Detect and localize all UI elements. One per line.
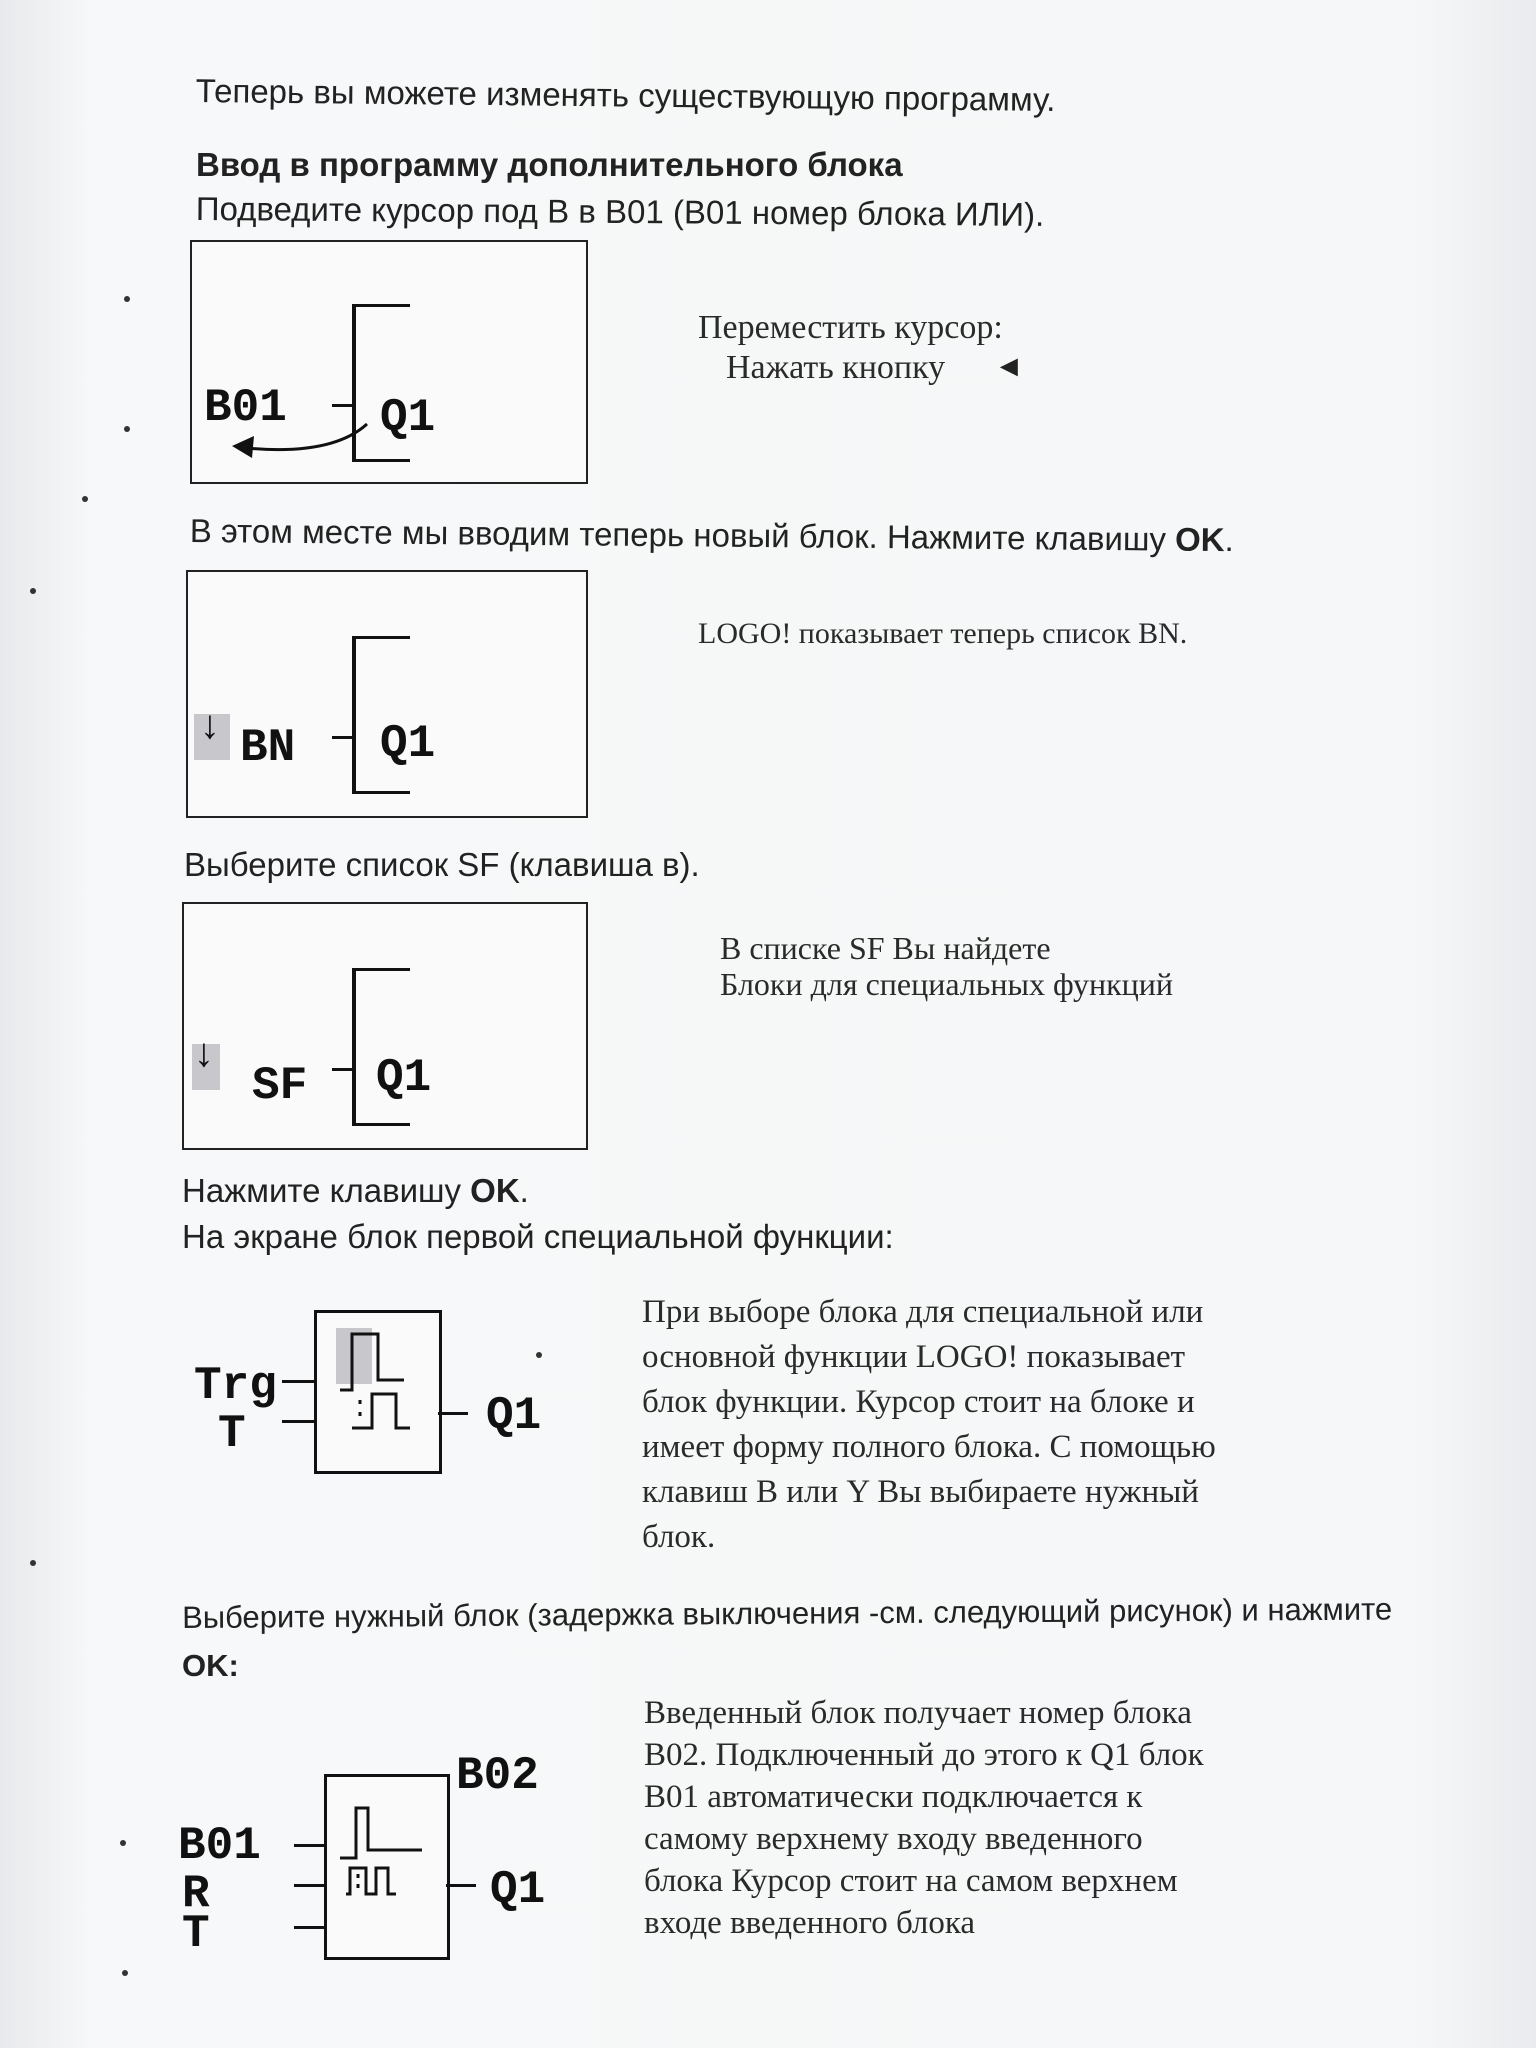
left-arrow-icon: ◄ bbox=[994, 350, 1024, 383]
note-line: B02. Подключенный до этого к Q1 блок bbox=[644, 1737, 1204, 1773]
input-label-t: T bbox=[218, 1408, 246, 1460]
block-label-b01: B01 bbox=[204, 382, 287, 434]
intro-line: Теперь вы можете изменять существующую программу. bbox=[195, 72, 1056, 118]
lcd-screen-3 bbox=[182, 902, 588, 1150]
note-line: клавиш B или Y Вы выбираете нужный bbox=[642, 1474, 1199, 1510]
output-label-q1: Q1 bbox=[376, 1052, 432, 1104]
instruction-text: Нажмите клавишу bbox=[182, 1172, 471, 1209]
note-sf-1: В списке SF Вы найдете bbox=[720, 930, 1051, 966]
note-line: самому верхнему входу введенного bbox=[644, 1821, 1143, 1857]
margin-dot bbox=[122, 1970, 128, 1976]
note-line: Введенный блок получает номер блока bbox=[644, 1695, 1192, 1731]
list-label-sf: SF bbox=[252, 1060, 308, 1112]
list-label-bn: BN bbox=[240, 722, 296, 774]
output-label-q1: Q1 bbox=[380, 718, 436, 770]
margin-dot bbox=[120, 1840, 126, 1846]
curved-arrow-icon bbox=[232, 420, 372, 464]
margin-dot bbox=[536, 1352, 542, 1358]
punctuation: . bbox=[1224, 521, 1234, 559]
output-label-q1: Q1 bbox=[380, 392, 436, 444]
note-line: имеет форму полного блока. С помощью bbox=[642, 1429, 1216, 1465]
note-bn-list: LOGO! показывает теперь список BN. bbox=[698, 617, 1188, 650]
down-arrow-icon: ↓ bbox=[192, 1034, 217, 1079]
note-sf-2: Блоки для специальных функций bbox=[720, 966, 1173, 1002]
note-line: блок функции. Курсор стоит на блоке и bbox=[642, 1384, 1195, 1420]
note-move-cursor-1: Переместить курсор: bbox=[698, 309, 1003, 346]
punctuation: . bbox=[519, 1172, 529, 1209]
input-label-r: R bbox=[182, 1868, 210, 1920]
instruction-line-select-sf: Выберите список SF (клавиша в). bbox=[184, 846, 700, 883]
function-block-diagram-2 bbox=[178, 1750, 578, 1980]
block-label-b02: B02 bbox=[456, 1750, 539, 1802]
output-label-q1: Q1 bbox=[486, 1390, 542, 1442]
note-line: блок. bbox=[642, 1519, 716, 1555]
off-delay-symbol-icon bbox=[338, 1800, 428, 1900]
input-label-t: T bbox=[182, 1908, 210, 1960]
lcd-screen-1 bbox=[190, 240, 588, 484]
note-line: входе введенного блока bbox=[644, 1905, 976, 1941]
instruction-text: В этом месте мы вводим теперь новый блок. Нажмите клавишу bbox=[189, 512, 1176, 558]
function-block-diagram-1 bbox=[190, 1300, 570, 1490]
note-inserted-block bbox=[644, 1692, 1344, 1944]
output-label-q1: Q1 bbox=[490, 1864, 546, 1916]
margin-dot bbox=[30, 588, 36, 594]
off-delay-symbol-icon bbox=[338, 1328, 418, 1438]
ok-key-label: OK bbox=[1174, 520, 1225, 559]
note-line: B01 автоматически подключается к bbox=[644, 1779, 1143, 1815]
lcd-screen-2 bbox=[186, 570, 588, 818]
note-choose-block bbox=[642, 1290, 1342, 1560]
instruction-line-cursor: Подведите курсор под B в B01 (B01 номер блока ИЛИ). bbox=[195, 190, 1045, 233]
note-line: блока Курсор стоит на самом верхнем bbox=[644, 1863, 1178, 1899]
note-line: При выборе блока для специальной или bbox=[642, 1294, 1204, 1330]
instruction-line-select-block: Выберите нужный блок (задержка выключения -см. следующий рисунок) и нажмите bbox=[182, 1591, 1393, 1635]
ok-key-label: OK bbox=[470, 1172, 520, 1209]
section-heading: Ввод в программу дополнительного блока bbox=[196, 146, 903, 183]
note-line: основной функции LOGO! показывает bbox=[642, 1339, 1186, 1375]
instruction-line-press-ok bbox=[182, 1172, 529, 1210]
margin-dot bbox=[82, 496, 88, 502]
input-label-b01: B01 bbox=[178, 1820, 261, 1872]
ok-key-label: OK: bbox=[182, 1648, 239, 1683]
instruction-line-first-block: На экране блок первой специальной функции: bbox=[182, 1218, 894, 1255]
margin-dot bbox=[124, 426, 130, 432]
down-arrow-icon: ↓ bbox=[198, 706, 223, 751]
margin-dot bbox=[30, 1560, 36, 1566]
note-move-cursor-2: Нажать кнопку bbox=[726, 349, 946, 386]
margin-dot bbox=[124, 296, 130, 302]
input-label-trg: Trg bbox=[194, 1360, 277, 1412]
